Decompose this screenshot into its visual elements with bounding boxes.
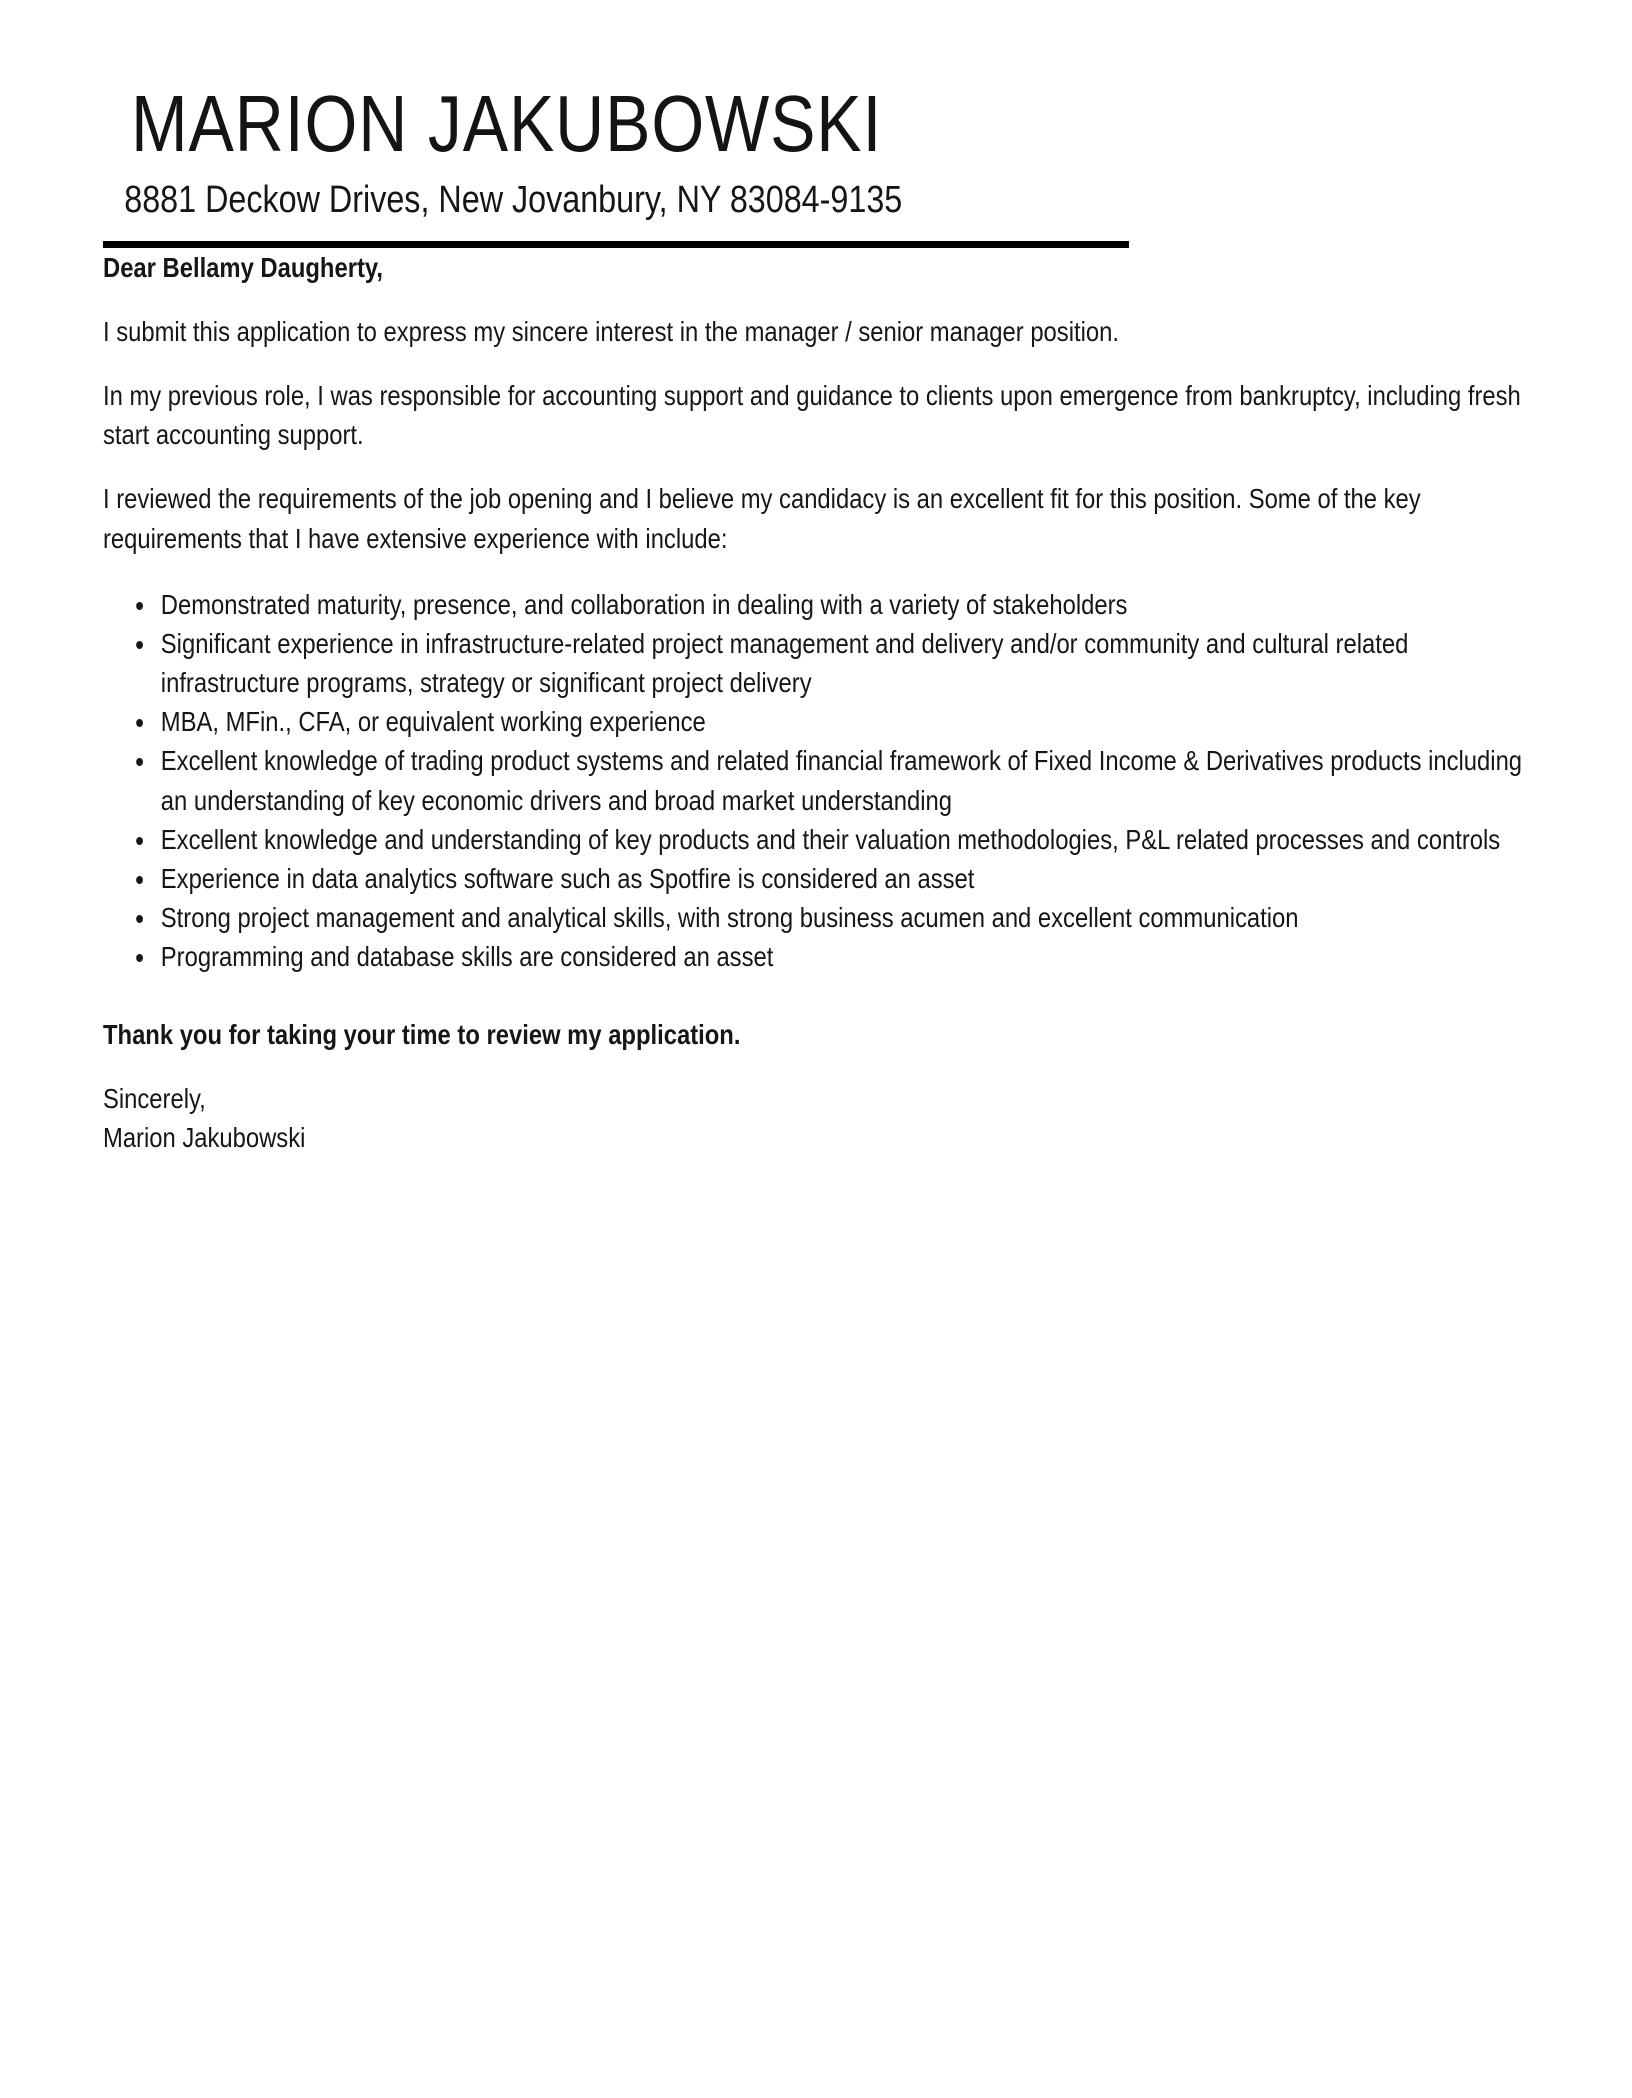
paragraph-requirements-intro: I reviewed the requirements of the job opening and I believe my candidacy is an excellent fit for this position. Some of the key requirements that I have extensive experience with include: <box>103 483 1421 554</box>
requirement-item: • Significant experience in infrastructure-related project management and delivery and/or community and cultural related infrastructure programs, strategy or significant project delivery <box>156 624 1530 702</box>
letter-content <box>103 79 1529 1157</box>
requirements-list <box>103 585 1529 977</box>
header-divider-rule <box>103 241 1129 248</box>
requirement-item: • Programming and database skills are considered an asset <box>156 937 1530 976</box>
letter-header <box>103 79 1529 224</box>
salutation: Dear Bellamy Daugherty, <box>103 251 383 283</box>
requirement-item: • Experience in data analytics software such as Spotfire is considered an asset <box>156 859 1530 898</box>
paragraph-previous-role: In my previous role, I was responsible for accounting support and guidance to clients upon emergence from bankruptcy, including fresh start accounting support. <box>103 379 1521 451</box>
signoff: Sincerely, <box>103 1082 206 1114</box>
closing-line: Thank you for taking your time to review my application. <box>103 1018 741 1050</box>
letter-body <box>103 248 1529 1158</box>
requirement-item: • Strong project management and analytical skills, with strong business acumen and excellent communication <box>156 898 1530 937</box>
requirement-item: • Demonstrated maturity, presence, and collaboration in dealing with a variety of stakeholders <box>156 585 1530 624</box>
signature-block <box>103 1079 1529 1157</box>
sender-name: MARION JAKUBOWSKI <box>131 79 883 168</box>
signature-name: Marion Jakubowski <box>103 1121 306 1153</box>
requirement-item: • Excellent knowledge of trading product systems and related financial framework of Fixed Income & Derivatives products including an understanding of key economic drivers and broad market understanding <box>156 741 1530 819</box>
requirement-item: • MBA, MFin., CFA, or equivalent working experience <box>156 702 1530 741</box>
sender-address: 8881 Deckow Drives, New Jovanbury, NY 83084-9135 <box>124 179 903 221</box>
requirement-item: • Excellent knowledge and understanding of key products and their valuation methodologies, P&L related processes and controls <box>156 820 1530 859</box>
paragraph-interest: I submit this application to express my sincere interest in the manager / senior manager position. <box>103 315 1119 347</box>
